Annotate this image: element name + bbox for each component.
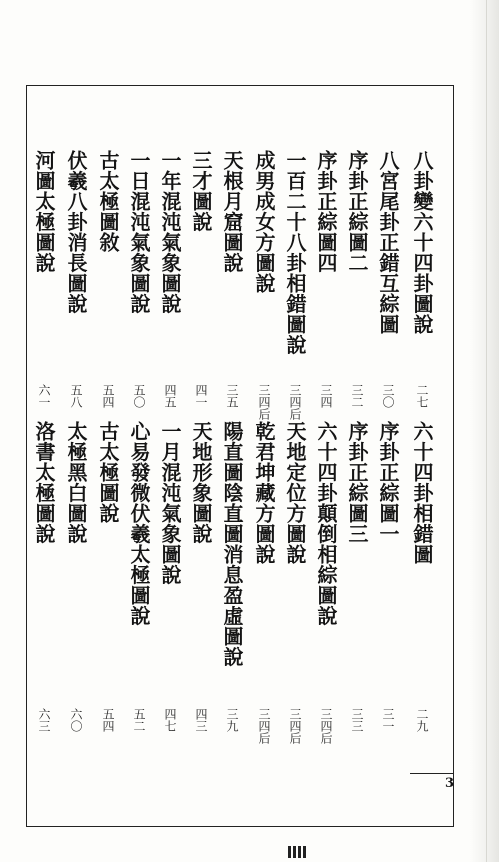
lower-page-number: 三九 (225, 708, 239, 732)
upper-page-number: 四五 (163, 384, 177, 408)
upper-page-number: 三四后 (288, 384, 302, 420)
upper-title: 一年混沌氣象圖說 (158, 150, 182, 314)
upper-page-number: 三四后 (257, 384, 271, 420)
lower-title: 六十四卦顛倒相綜圖說 (314, 421, 338, 626)
lower-title: 六十四卦相錯圖 (410, 421, 434, 565)
upper-page-number: 三五 (225, 384, 239, 408)
upper-title: 一日混沌氣象圖說 (127, 150, 151, 314)
page-number: 3 (410, 773, 454, 791)
lower-title: 洛書太極圖說 (32, 421, 56, 544)
upper-page-number: 五〇 (132, 384, 146, 408)
lower-page-number: 二九 (415, 708, 429, 732)
lower-page-number: 六〇 (69, 708, 83, 732)
upper-title: 八卦變六十四卦圖說 (410, 150, 434, 335)
page-edge-shadow (470, 0, 499, 862)
upper-page-number: 六一 (37, 384, 51, 408)
lower-page-number: 四三 (194, 708, 208, 732)
lower-title: 乾君坤藏方圖說 (252, 421, 276, 565)
lower-title: 天地形象圖說 (189, 421, 213, 544)
lower-page-number: 三一 (381, 708, 395, 732)
lower-title: 序卦正綜圖一 (376, 421, 400, 544)
lower-title: 一月混沌氣象圖說 (158, 421, 182, 585)
upper-page-number: 五八 (69, 384, 83, 408)
lower-page-number: 六三 (37, 708, 51, 732)
upper-title: 河圖太極圖說 (32, 150, 56, 273)
lower-title: 太極黑白圖說 (64, 421, 88, 544)
lower-page-number: 三四后 (288, 708, 302, 744)
lower-title: 陽直圖陰直圖消息盈虛圖說 (220, 421, 244, 667)
lower-title: 序卦正綜圖三 (345, 421, 369, 544)
upper-page-number: 三二 (350, 384, 364, 408)
upper-title: 成男成女方圖說 (252, 150, 276, 294)
upper-title: 天根月窟圖說 (220, 150, 244, 273)
lower-page-number: 三四后 (319, 708, 333, 744)
lower-page-number: 四七 (163, 708, 177, 732)
upper-title: 序卦正綜圖二 (345, 150, 369, 273)
upper-page-number: 四一 (194, 384, 208, 408)
lower-page-number: 五二 (132, 708, 146, 732)
lower-title: 古太極圖說 (96, 421, 120, 524)
lower-page-number: 三三 (350, 708, 364, 732)
upper-page-number: 三四 (319, 384, 333, 408)
upper-page-number: 五四 (101, 384, 115, 408)
book-spine-line (486, 0, 487, 862)
lower-page-number: 五四 (101, 708, 115, 732)
upper-title: 一百二十八卦相錯圖說 (283, 150, 307, 355)
upper-page-number: 三〇 (381, 384, 395, 408)
lower-page-number: 三四后 (257, 708, 271, 744)
upper-title: 伏羲八卦消長圖說 (64, 150, 88, 314)
lower-title: 天地定位方圖說 (283, 421, 307, 565)
upper-title: 八宮尾卦正錯互綜圖 (376, 150, 400, 335)
upper-title: 古太極圖敘 (96, 150, 120, 253)
binding-mark (288, 846, 308, 858)
upper-page-number: 二七 (415, 384, 429, 408)
upper-title: 序卦正綜圖四 (314, 150, 338, 273)
upper-title: 三才圖說 (189, 150, 213, 232)
lower-title: 心易發微伏羲太極圖說 (127, 421, 151, 626)
